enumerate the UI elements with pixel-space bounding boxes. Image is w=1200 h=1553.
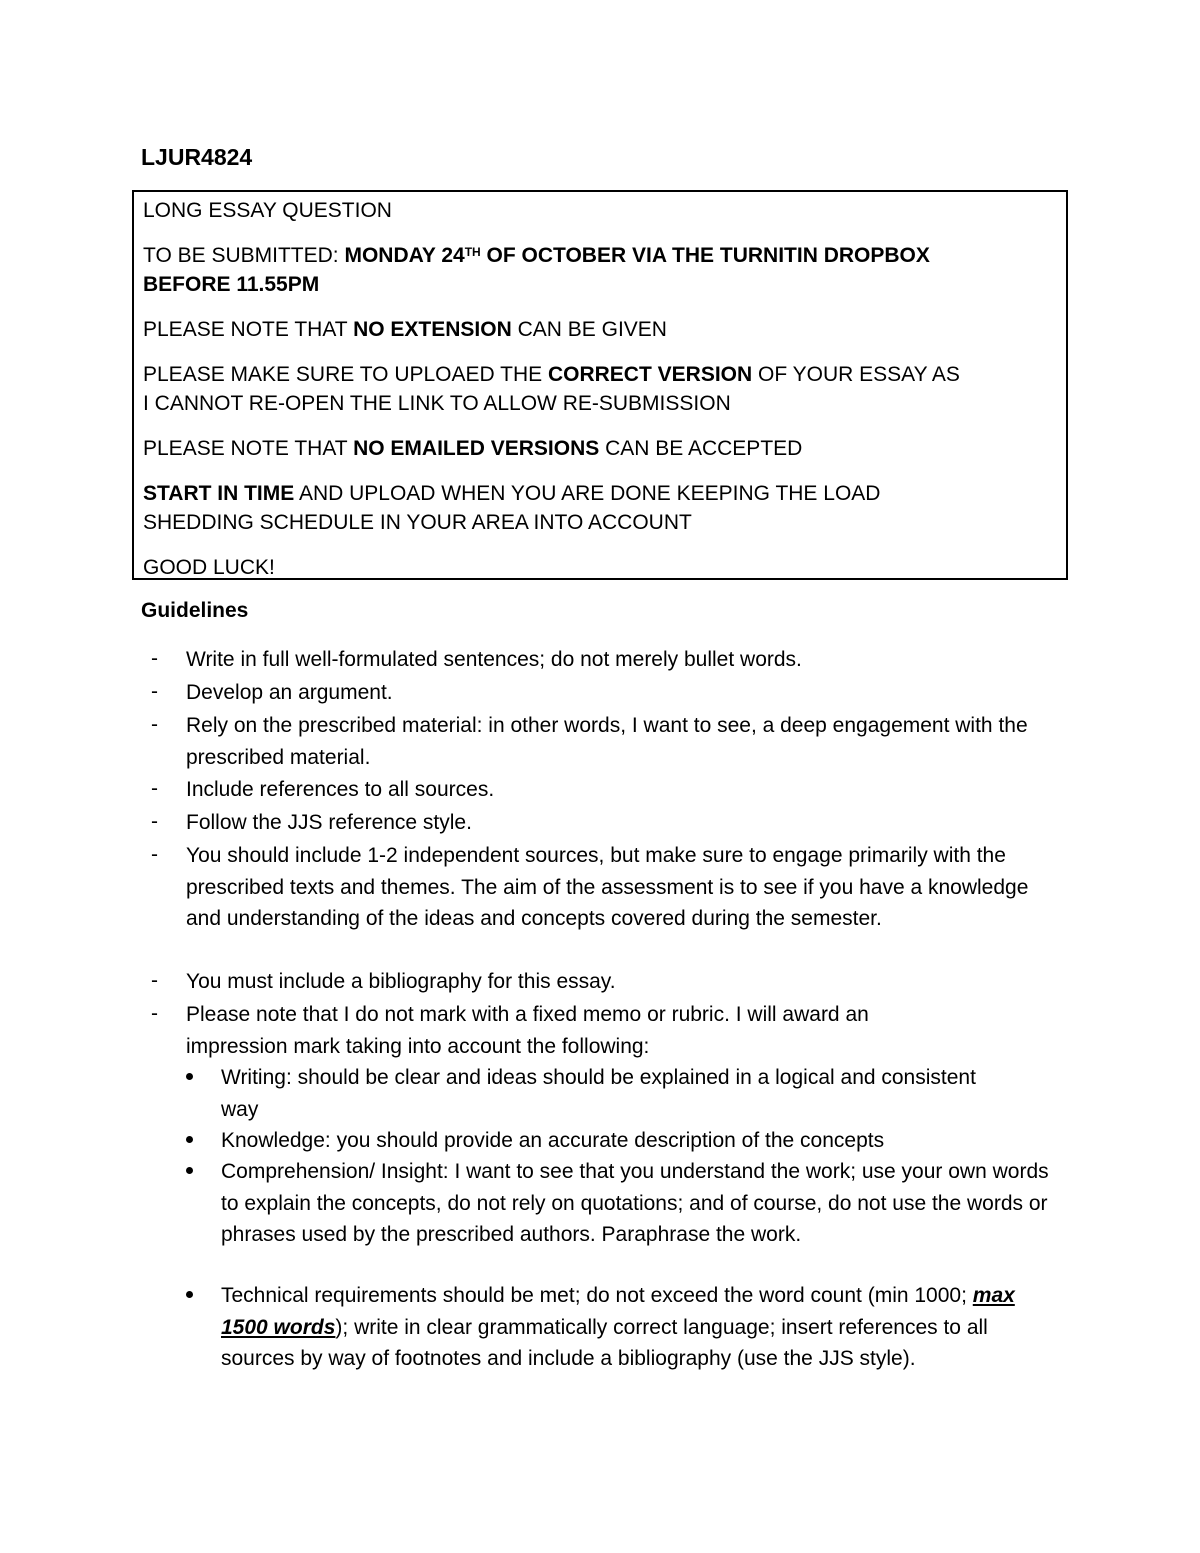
max-words-emphasis: max 1500 words: [221, 1284, 1015, 1339]
criteria-item-technical: Technical requirements should be met; do not exceed the word count (min 1000; max 1500 words); write in clear grammatically correct language; insert references to all sources by way of footnotes and include a bibliography (use the JJS style).: [221, 1284, 1015, 1370]
notice-no-extension: PLEASE NOTE THAT NO EXTENSION CAN BE GIVEN: [143, 318, 667, 341]
criteria-item: Comprehension/ Insight: I want to see that you understand the work; use your own words to explain the concepts, do not rely on quotations; and of course, do not use the words or phrases used by the prescribed authors. Paraphrase the work.: [221, 1160, 1049, 1246]
guideline-item: You should include 1-2 independent sources, but make sure to engage primarily with the prescribed texts and themes. The aim of the assessment is to see if you have a knowledge and understanding of the ideas and concepts covered during the semester.: [186, 844, 1029, 930]
notice-no-email: PLEASE NOTE THAT NO EMAILED VERSIONS CAN BE ACCEPTED: [143, 437, 803, 460]
guideline-item: Please note that I do not mark with a fixed memo or rubric. I will award an impression mark taking into account the following:: [186, 1003, 869, 1058]
notice-good-luck: GOOD LUCK!: [143, 556, 275, 579]
guideline-item: Develop an argument.: [186, 681, 393, 704]
notice-box: [132, 190, 1068, 580]
course-code-title: LJUR4824: [141, 144, 253, 170]
dash-marker: -: [151, 1002, 158, 1025]
notice-start-in-time-line2: SHEDDING SCHEDULE IN YOUR AREA INTO ACCOUNT: [143, 511, 692, 534]
bullet-dot-icon: [186, 1136, 193, 1143]
dash-marker: -: [151, 843, 158, 866]
notice-start-in-time: START IN TIME AND UPLOAD WHEN YOU ARE DONE KEEPING THE LOAD: [143, 482, 881, 505]
guideline-item: Follow the JJS reference style.: [186, 811, 472, 834]
criteria-item: Knowledge: you should provide an accurate description of the concepts: [221, 1129, 885, 1152]
notice-correct-version: PLEASE MAKE SURE TO UPLOAED THE CORRECT VERSION OF YOUR ESSAY AS: [143, 363, 960, 386]
notice-submission-line: TO BE SUBMITTED: MONDAY 24TH OF OCTOBER VIA THE TURNITIN DROPBOX: [143, 244, 930, 267]
notice-submission-time: BEFORE 11.55PM: [143, 273, 320, 296]
dash-marker: -: [151, 647, 158, 670]
dash-marker: -: [151, 713, 158, 736]
guideline-item: You must include a bibliography for this essay.: [186, 970, 616, 993]
dash-marker: -: [151, 680, 158, 703]
notice-correct-version-line2: I CANNOT RE-OPEN THE LINK TO ALLOW RE-SUBMISSION: [143, 392, 731, 415]
dash-marker: -: [151, 777, 158, 800]
guideline-item: Include references to all sources.: [186, 778, 495, 801]
notice-heading: LONG ESSAY QUESTION: [143, 199, 392, 222]
guideline-item: Rely on the prescribed material: in other words, I want to see, a deep engagement with the prescribed material.: [186, 714, 1028, 769]
bullet-dot-icon: [186, 1073, 193, 1080]
dash-marker: -: [151, 969, 158, 992]
criteria-item: Writing: should be clear and ideas should be explained in a logical and consistent way: [221, 1066, 976, 1121]
bullet-dot-icon: [186, 1167, 193, 1174]
guidelines-heading: Guidelines: [141, 599, 249, 622]
guideline-item: Write in full well-formulated sentences; do not merely bullet words.: [186, 648, 802, 671]
bullet-dot-icon: [186, 1291, 193, 1298]
dash-marker: -: [151, 810, 158, 833]
